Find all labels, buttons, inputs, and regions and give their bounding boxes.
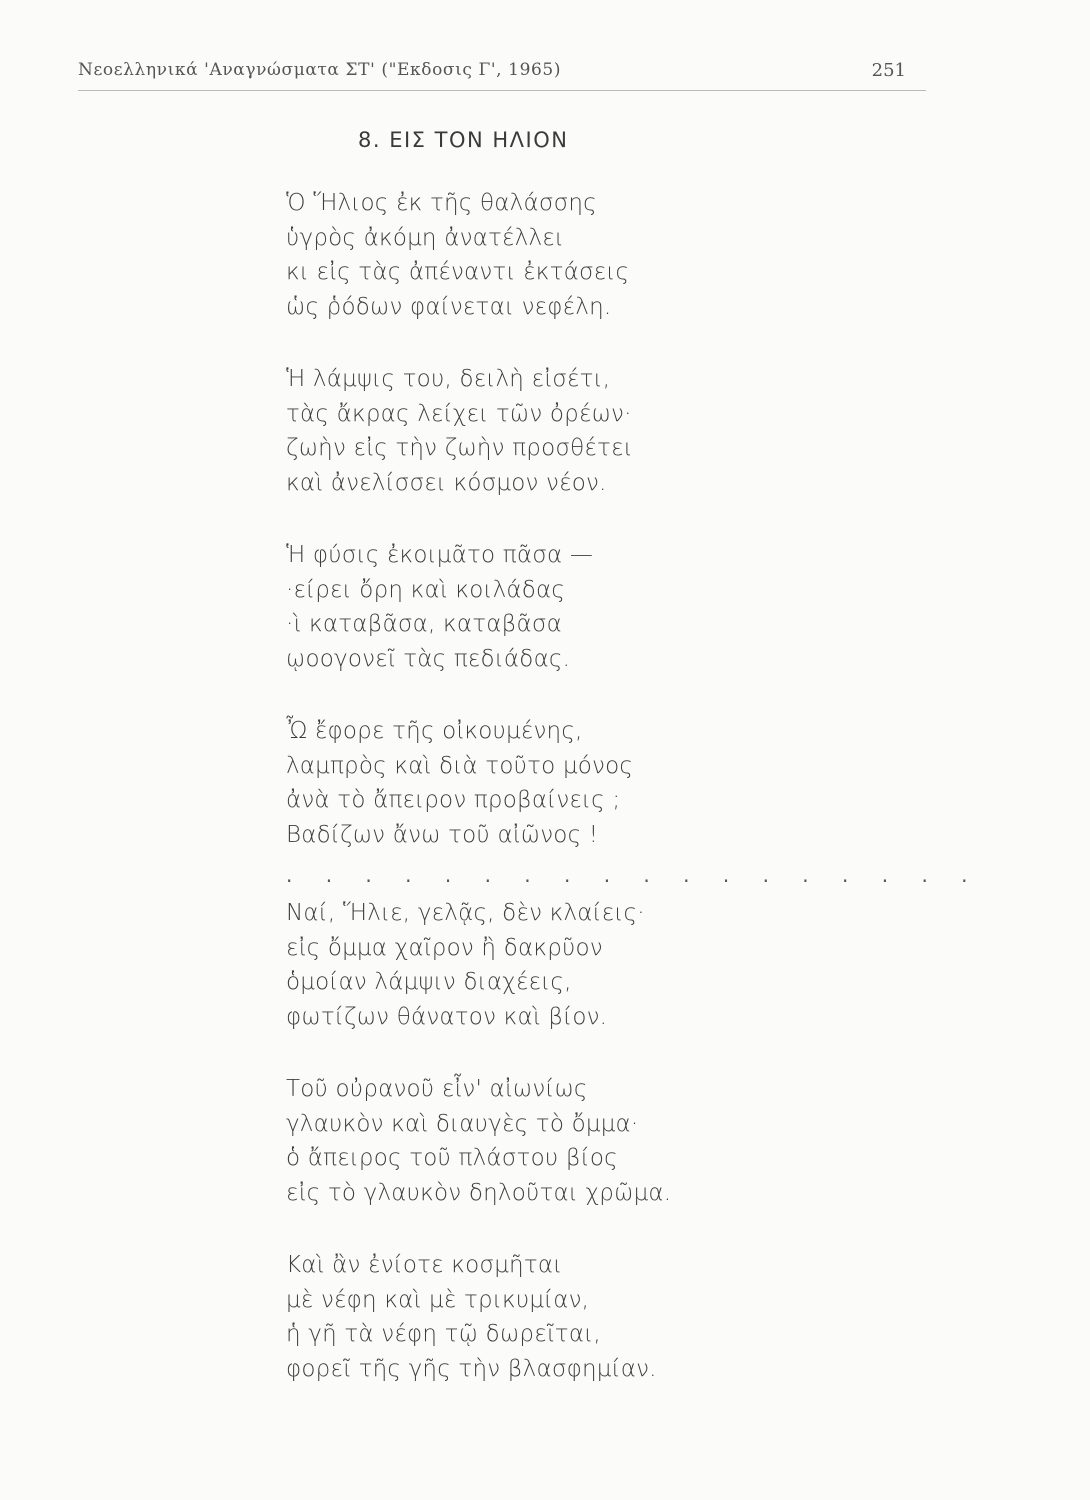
stanza-2	[286, 362, 806, 500]
poem-line: ἀνὰ τὸ ἄπειρον προβαίνεις ;	[286, 787, 621, 813]
poem-line: ·είρει ὄρη καὶ κοιλάδας	[286, 576, 566, 603]
poem-line: ·ὶ καταβᾶσα, καταβᾶσα	[286, 611, 563, 637]
stanza-7	[286, 1248, 806, 1386]
poem-line: Ὦ ἔφορε τῆς οἰκουμένης,	[286, 718, 583, 744]
poem-line: ὁμοίαν λάμψιν διαχέεις,	[286, 969, 572, 995]
poem-line: Ἡ λάμψις του, δειλὴ εἰσέτι,	[286, 366, 611, 392]
poem-line: ζωὴν εἰς τὴν ζωὴν προσθέτει	[286, 435, 633, 461]
poem-line: Ὁ Ἥλιος ἐκ τῆς θαλάσσης	[286, 190, 597, 216]
poem-line: λαμπρὸς καὶ διὰ τοῦτο μόνος	[286, 752, 634, 779]
poem-line: Τοῦ οὐρανοῦ εἶν' αἰωνίως	[286, 1076, 588, 1102]
poem-line: Καὶ ἂν ἐνίοτε κοσμῆται	[286, 1252, 563, 1278]
stanza-1	[286, 186, 806, 324]
poem-line: Βαδίζων ἄνω τοῦ αἰῶνος !	[286, 821, 599, 848]
poem-line: Ναί, Ἥλιε, γελᾷς, δὲν κλαίεις·	[286, 900, 645, 926]
poem-line: φορεῖ τῆς γῆς τὴν βλασφημίαν.	[286, 1355, 657, 1382]
poem-line: ὡς ῥόδων φαίνεται νεφέλη.	[286, 293, 612, 320]
poem-line: Ἡ φύσις ἐκοιμᾶτο πᾶσα —	[286, 542, 594, 568]
poem-line: γλαυκὸν καὶ διαυγὲς τὸ ὄμμα·	[286, 1110, 639, 1137]
stanza-4	[286, 714, 806, 852]
poem-line: τὰς ἄκρας λείχει τῶν ὀρέων·	[286, 400, 632, 427]
poem-line: ἡ γῆ τὰ νέφη τῷ δωρεῖται,	[286, 1321, 601, 1347]
header-rule	[78, 90, 926, 91]
stanza-3	[286, 538, 806, 676]
running-title: Νεοελληνικά 'Αναγνώσματα ΣΤ' ("Εκδοσις Γ', 1965)	[78, 60, 562, 80]
poem-line: ὁ ἄπειρος τοῦ πλάστου βίος	[286, 1145, 618, 1171]
poem-line: μὲ νέφη καὶ μὲ τρικυμίαν,	[286, 1286, 590, 1313]
page-header	[78, 54, 906, 94]
stanza-5	[286, 896, 806, 1034]
poem-line: φωτίζων θάνατον καὶ βίον.	[286, 1003, 608, 1030]
poem-line: ὑγρὸς ἀκόμη ἀνατέλλει	[286, 224, 565, 251]
poem-title: 8. ΕΙΣ ΤΟΝ ΗΛΙΟΝ	[358, 128, 569, 152]
poem-line: εἰς τὸ γλαυκὸν δηλοῦται χρῶμα.	[286, 1179, 672, 1206]
omission-marker: . . . . . . . . . . . . . . . . . .	[286, 863, 982, 887]
poem-line: κι εἰς τὰς ἀπέναντι ἐκτάσεις	[286, 259, 630, 285]
poem-body	[286, 186, 982, 1424]
poem-line: καὶ ἀνελίσσει κόσμον νέον.	[286, 469, 607, 496]
poem-line: εἰς ὄμμα χαῖρον ἢ δακρῦον	[286, 934, 603, 961]
page-number: 251	[871, 60, 906, 81]
poem-line: ῳοογονεῖ τὰς πεδιάδας.	[286, 645, 571, 672]
stanza-6	[286, 1072, 806, 1210]
